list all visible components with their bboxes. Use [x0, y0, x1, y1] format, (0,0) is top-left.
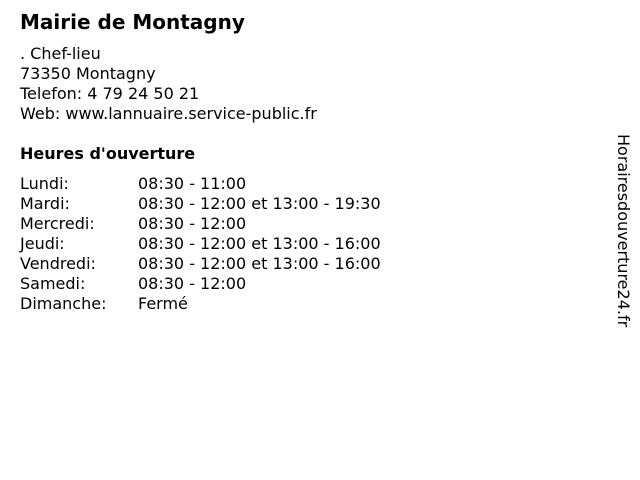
- address-block: [20, 44, 317, 124]
- time-value: 08:30 - 12:00 et 13:00 - 16:00: [138, 234, 381, 253]
- address-street: . Chef-lieu: [20, 44, 101, 63]
- time-value: Fermé: [138, 294, 188, 313]
- day-label: Mardi:: [20, 194, 70, 213]
- day-label: Samedi:: [20, 274, 86, 293]
- day-label: Jeudi:: [20, 234, 65, 253]
- hours-row-mercredi: [20, 214, 381, 234]
- time-value: 08:30 - 12:00: [138, 214, 247, 233]
- hours-row-vendredi: [20, 254, 381, 274]
- time-value: 08:30 - 12:00 et 13:00 - 19:30: [138, 194, 381, 213]
- time-value: 08:30 - 11:00: [138, 174, 247, 193]
- hours-row-samedi: [20, 274, 381, 294]
- day-label: Dimanche:: [20, 294, 107, 313]
- watermark-brand-text: Horairesdouverture24.fr: [614, 134, 633, 328]
- website-link: Web: www.lannuaire.service-public.fr: [20, 104, 317, 123]
- time-value: 08:30 - 12:00: [138, 274, 247, 293]
- day-label: Lundi:: [20, 174, 69, 193]
- opening-hours-table: [20, 174, 381, 314]
- time-value: 08:30 - 12:00 et 13:00 - 16:00: [138, 254, 381, 273]
- hours-row-jeudi: [20, 234, 381, 254]
- watermark-brand: [612, 134, 634, 344]
- day-label: Mercredi:: [20, 214, 95, 233]
- address-city: 73350 Montagny: [20, 64, 156, 83]
- hours-row-mardi: [20, 194, 381, 214]
- page-title: Mairie de Montagny: [20, 10, 245, 34]
- hours-row-dimanche: [20, 294, 381, 314]
- phone-number: Telefon: 4 79 24 50 21: [20, 84, 200, 103]
- hours-heading: Heures d'ouverture: [20, 144, 196, 163]
- hours-row-lundi: [20, 174, 381, 194]
- day-label: Vendredi:: [20, 254, 96, 273]
